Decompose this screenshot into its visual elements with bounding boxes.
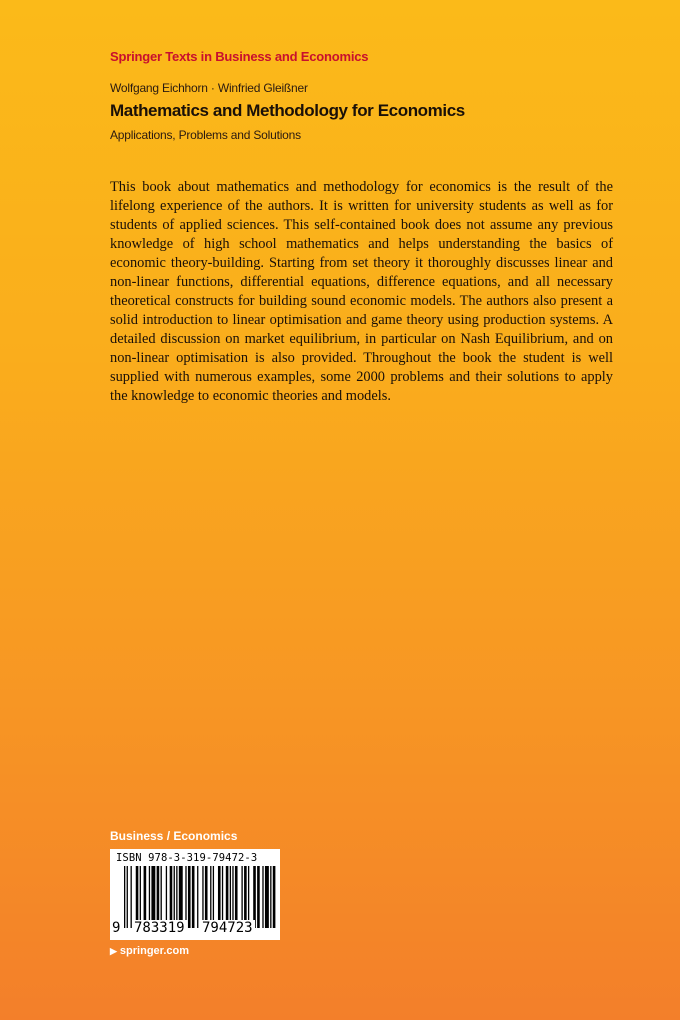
- barcode-bar: [213, 866, 214, 928]
- barcode-bar: [248, 866, 249, 928]
- isbn-barcode: [110, 849, 280, 940]
- barcode-bar: [226, 866, 229, 928]
- barcode-bar: [151, 866, 155, 928]
- barcode-bar: [166, 866, 167, 928]
- triangle-right-icon: ▶: [110, 946, 117, 956]
- barcode-bar: [257, 866, 260, 928]
- barcode-bars: [124, 866, 278, 928]
- barcode-bar: [241, 866, 242, 928]
- authors: Wolfgang Eichhorn · Winfried Gleißner: [110, 81, 308, 95]
- barcode-bar: [140, 866, 141, 928]
- barcode-bar: [176, 866, 177, 928]
- barcode-bar: [179, 866, 183, 928]
- barcode-bar: [136, 866, 139, 928]
- ean-right-group: 794723: [202, 920, 253, 936]
- barcode-bar: [144, 866, 147, 928]
- barcode-bar: [222, 866, 223, 928]
- barcode-bar: [197, 866, 198, 928]
- barcode-bar: [244, 866, 247, 928]
- series-name: Springer Texts in Business and Economics: [110, 49, 369, 64]
- barcode-bar: [270, 866, 271, 928]
- barcode-bar: [157, 866, 160, 928]
- category-label: Business / Economics: [110, 829, 238, 843]
- barcode-bar: [202, 866, 203, 928]
- barcode-bar: [205, 866, 208, 928]
- ean-left-group: 783319: [134, 920, 185, 936]
- isbn-label: ISBN 978-3-319-79472-3: [116, 852, 258, 864]
- publisher-website[interactable]: [110, 945, 189, 957]
- website-text: springer.com: [119, 945, 189, 957]
- barcode-bar: [253, 866, 256, 928]
- barcode-bar: [235, 866, 238, 928]
- barcode-bar: [127, 866, 128, 928]
- barcode-bar: [185, 866, 186, 928]
- barcode-bar: [210, 866, 211, 928]
- book-description: This book about mathematics and methodology for economics is the result of the lifelong experience of the authors. It is written for university students as well as for students of applied sciences. This self-contained book does not assume any previous knowledge of high school mathematics and helps understanding the basics of economic theory-building. Starting from set theory it thoroughly discusses linear and non-linear functions, differential equations, difference equations, and all necessary theoretical constructs for building sound economic models. The authors also present a solid introduction to linear optimisation and game theory using production systems. A detailed discussion on market equilibrium, in particular on Nash Equilibrium, and on non-linear optimisation is also provided. Throughout the book the student is well supplied with numerous examples, some 2000 problems and their solutions to apply the knowledge to economic theories and models.: [110, 179, 613, 404]
- barcode-bar: [218, 866, 221, 928]
- book-title: Mathematics and Methodology for Economics: [110, 101, 465, 120]
- ean-first-digit: 9: [112, 920, 121, 936]
- barcode-bar: [265, 866, 269, 928]
- barcode-bar: [149, 866, 150, 928]
- barcode-bar: [262, 866, 263, 928]
- barcode-bar: [161, 866, 162, 928]
- barcode-bar: [188, 866, 191, 928]
- barcode-bar: [232, 866, 233, 928]
- barcode-bar: [174, 866, 175, 928]
- barcode-bar: [273, 866, 276, 928]
- barcode-bar: [170, 866, 173, 928]
- book-subtitle: Applications, Problems and Solutions: [110, 128, 301, 142]
- barcode-bar: [192, 866, 195, 928]
- barcode-bar: [124, 866, 125, 928]
- barcode-bar: [131, 866, 132, 928]
- barcode-bar: [230, 866, 231, 928]
